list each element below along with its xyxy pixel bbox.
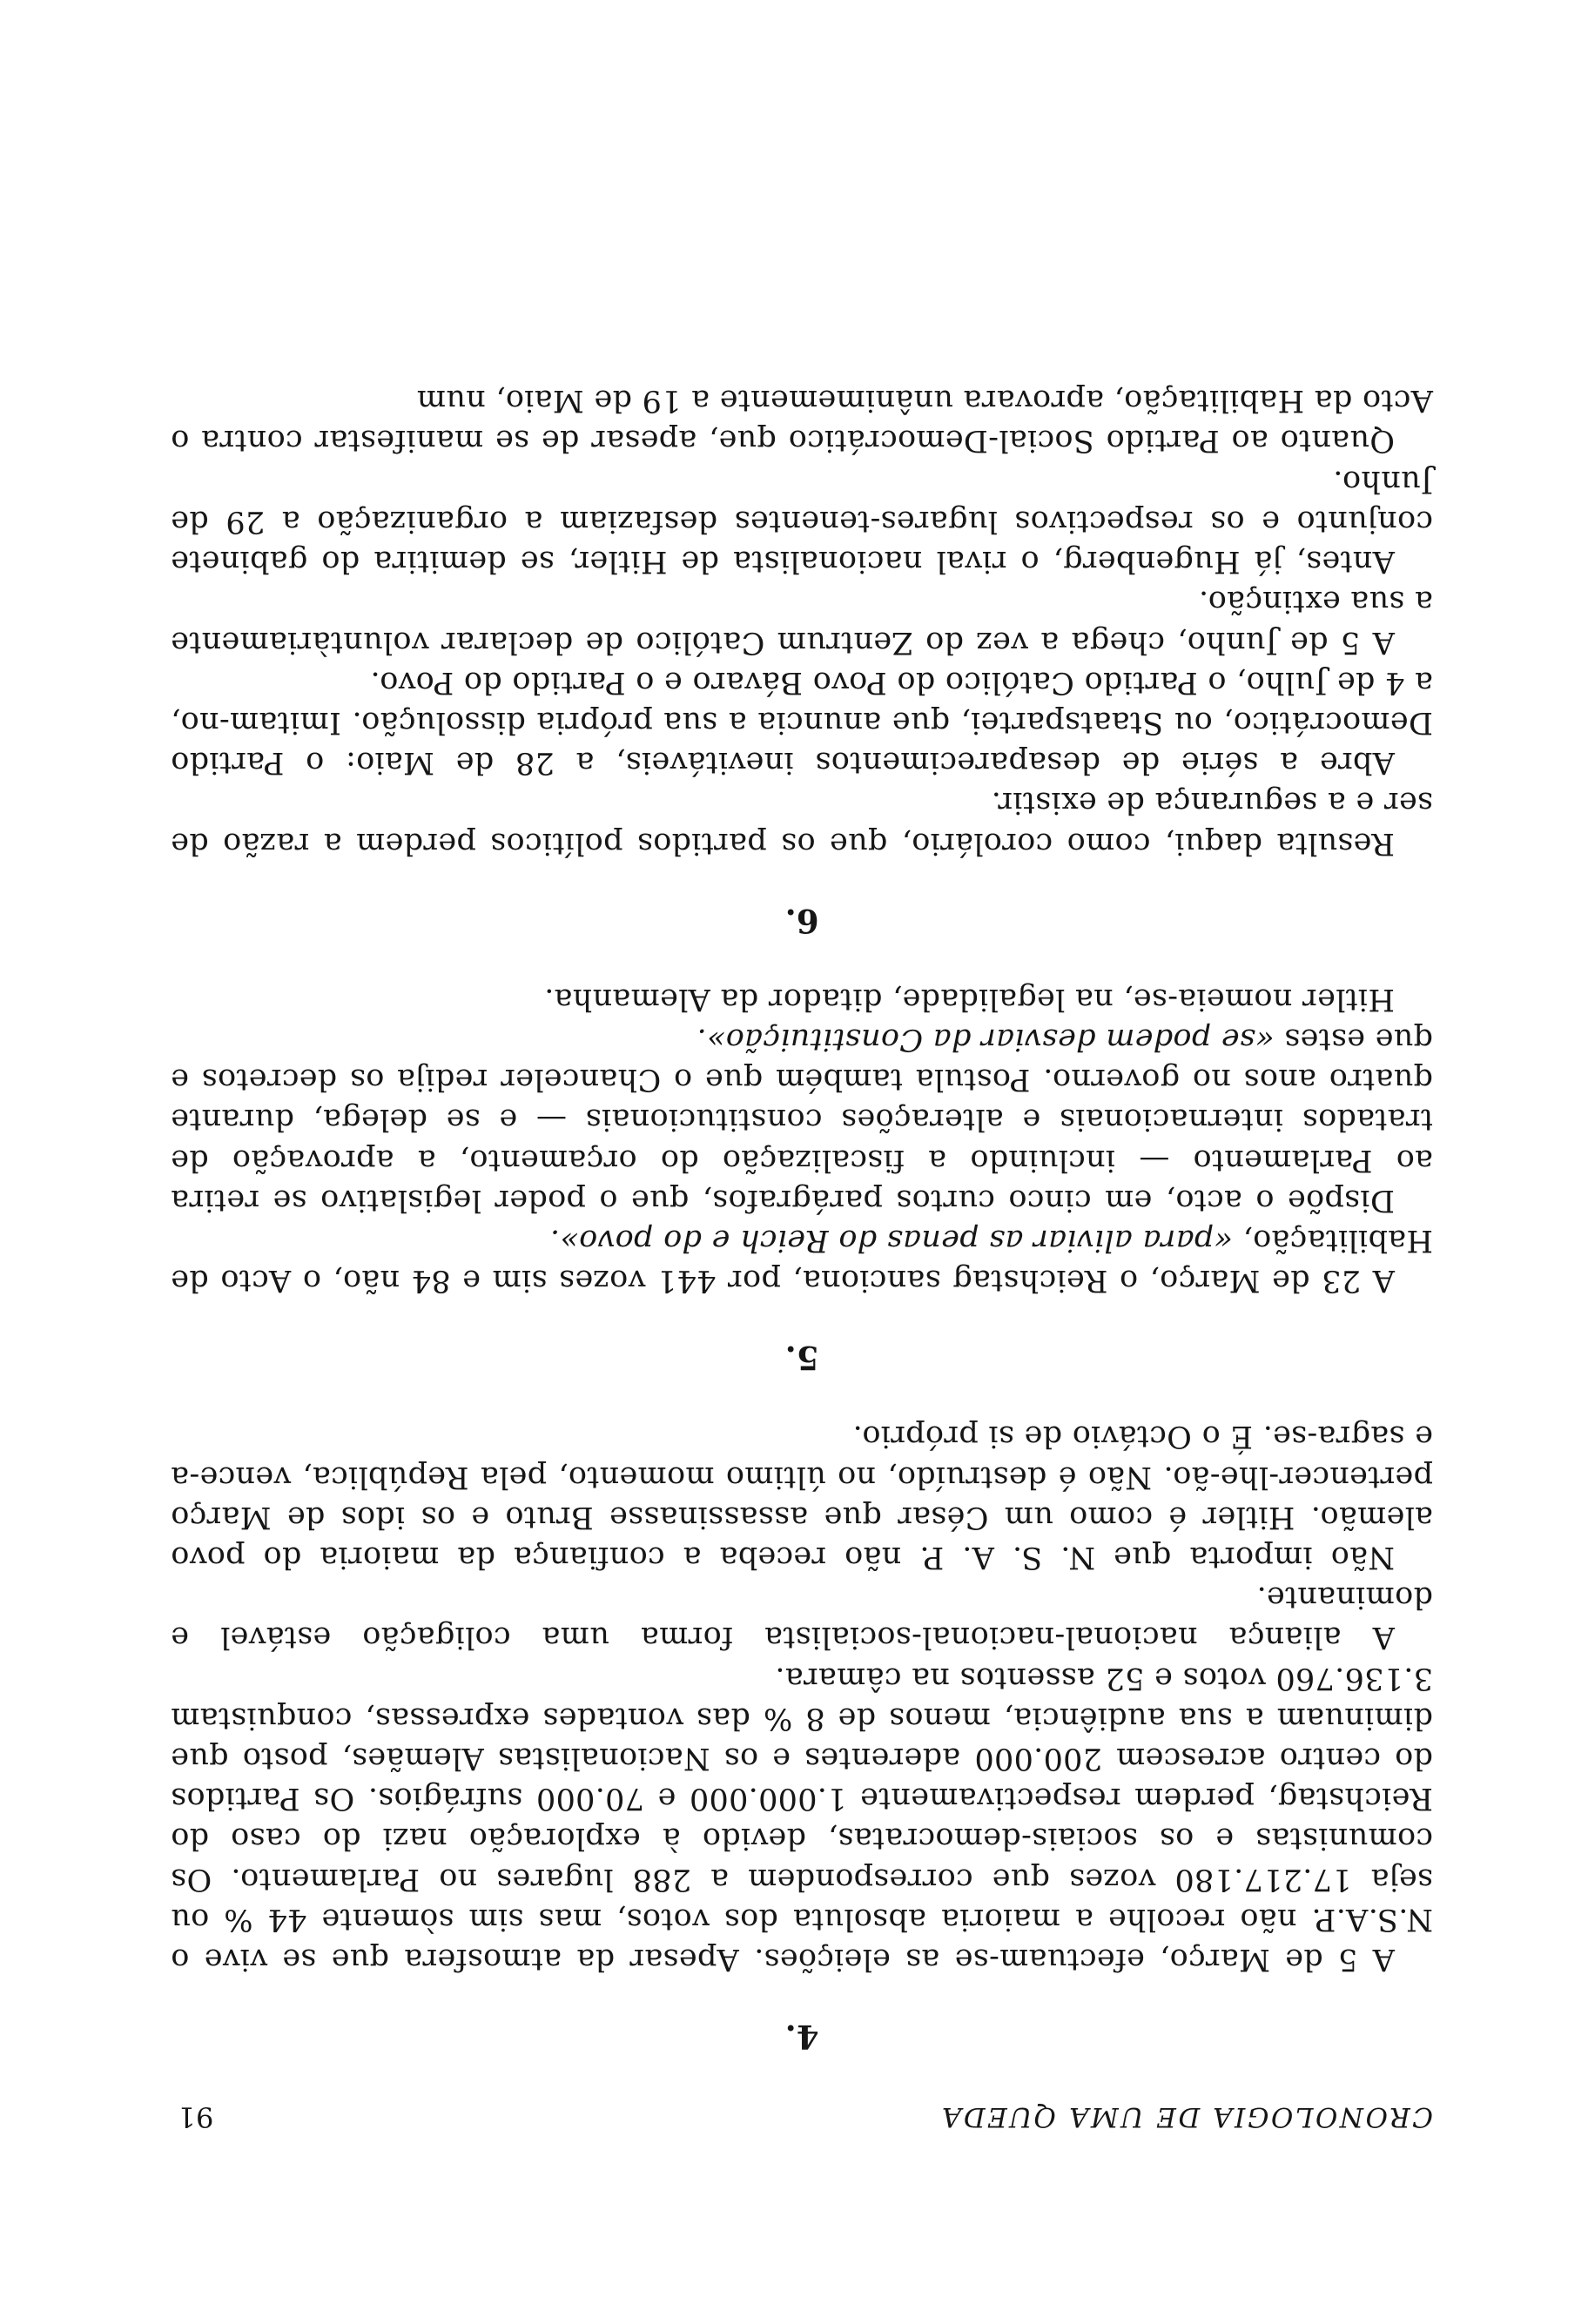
paragraph: Antes, já Hugenberg, o rival nacionalista de Hitler, se demitira do gabinete conjunto e os respectivos lugares-tenentes desfaziam a organização a 29 de Junho. [171,463,1433,580]
paragraph [171,1019,1433,1220]
section-number-6: 6. [784,901,819,940]
paragraph: Abre a série de desaparecimentos inevitáveis, a 28 de Maio: o Partido Democrático, ou Staatspartei, que anuncia a sua própria dissolução. Imitam-no, a 4 de Julho, o Partido Católico do Povo Bávaro e o Partido do Povo. [171,664,1433,781]
paragraph: A aliança nacional-nacional-socialista forma uma coligação estável e dominante. [171,1580,1433,1656]
section-number-4: 4. [784,2018,819,2056]
paragraph-text: A 23 de Março, o Reichstag sanciona, por 441 vozes sim e 84 não, o Acto de Habilitação, [171,1222,1433,1299]
book-page [171,380,1433,2137]
paragraph: Resulta daqui, como corolário, que os partidos políticos perdem a razão de ser e a segurança de existir. [171,785,1433,861]
paragraph-text: Dispõe o acto, em cinco curtos parágrafos, que o poder legislativo se retira ao Parlamento — incluindo a fiscalização do orçamento, a aprovação de tratados internacionais e alterações constitucionais — e se delega, durante quatro anos no governo. Postula também que o Chanceler redija os decretos e que estes [171,1021,1433,1218]
page-number: 91 [178,2100,214,2133]
paragraph: Hitler nomeia-se, na legalidade, ditador da Alemanha. [543,981,1395,1017]
quoted-clause: «se podem desviar da Constituição». [696,1021,1275,1057]
paragraph [171,1220,1433,1300]
section-number-5: 5. [784,1339,819,1378]
quoted-purpose: «para aliviar as penas do Reich e do povo». [549,1222,1233,1258]
paragraph: Não importa que N. S. A. P. não receba a confiança da maioria do povo alemão. Hitler é como um César que assassinasse Bruto e os idos de Março pertencer-lhe-ão. Não é destruído, no último momento, pela República, vence-a e sagra-se. É o Octávio de si próprio. [171,1419,1433,1575]
running-header [171,2097,1433,2137]
paragraph: Quanto ao Partido Social-Democrático que, apesar de se manifestar contra o Acto da Habilitação, aprovara unânimemente a 19 de Maio, num [171,383,1433,459]
paragraph: A 5 de Junho, chega a vez do Zentrum Católico de declarar voluntàriamente a sua extinção. [171,584,1433,660]
running-title: CRONOLOGIA DE UMA QUEDA [939,2101,1433,2133]
paragraph: A 5 de Março, efectuam-se as eleições. Apesar da atmosfera que se vive o N.S.A.P. não recolhe a maioria absoluta dos votos, mas sim sòmente 44 % ou seja 17.217.180 vozes que correspondem a 288 lugares no Parlamento. Os comunistas e os sociais-democratas, devido à exploração nazi do caso do Reichstag, perdem respectivamente 1.000.000 e 70.000 sufrágios. Os Partidos do centro acrescem 200.000 aderentes e os Nacionalistas Alemães, posto que diminuam a sua audiência, menos de 8 % das vontades expressas, conquistam 3.136.760 votos e 52 assentos na câmara. [171,1660,1433,1977]
